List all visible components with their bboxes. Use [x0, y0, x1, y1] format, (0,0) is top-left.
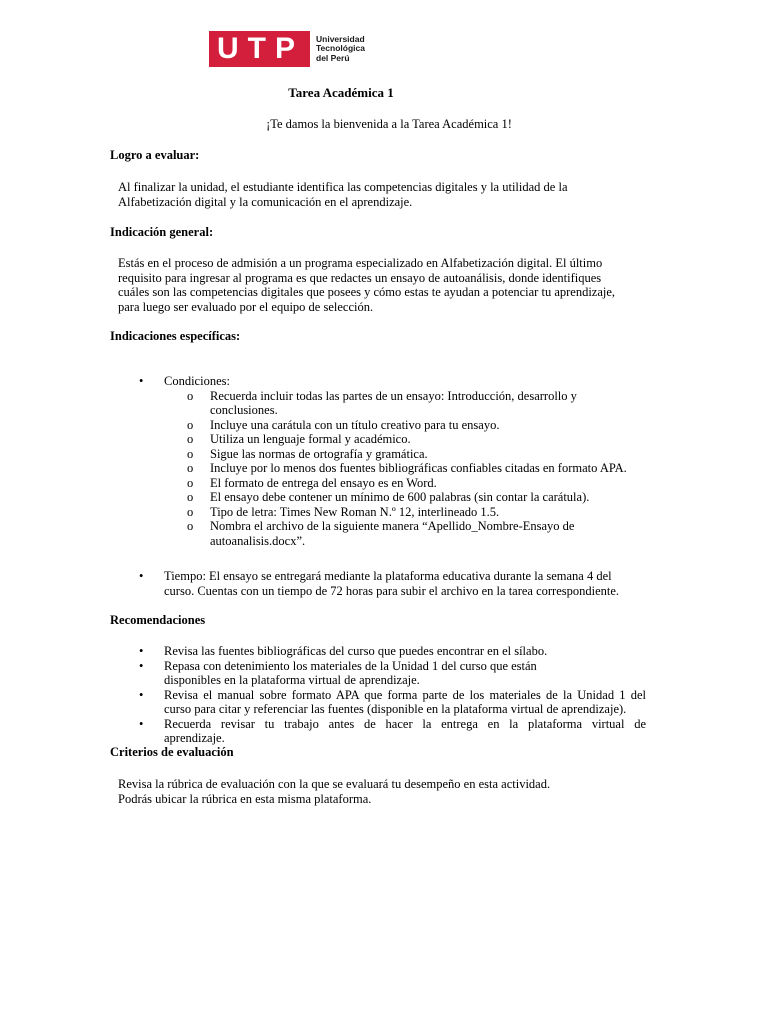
condition-item	[164, 519, 664, 548]
bullet-icon: •	[139, 658, 144, 673]
condition-line: El formato de entrega del ensayo es en Word.	[210, 475, 437, 490]
text-line: Al finalizar la unidad, el estudiante identifica las competencias digitales y la utilidad de la	[118, 180, 568, 194]
condition-line: autoanalisis.docx”.	[210, 533, 306, 548]
logo-text-line: Tecnológica	[316, 43, 365, 54]
condition-line: conclusiones.	[210, 403, 278, 417]
recomendacion-item	[139, 687, 646, 717]
bullet-icon: •	[139, 716, 144, 731]
condition-item	[164, 461, 664, 476]
logro-heading: Logro a evaluar:	[110, 148, 200, 162]
condition-line: Nombra el archivo de la siguiente manera “Apellido_Nombre-Ensayo de	[210, 519, 575, 533]
condition-line: Sigue las normas de ortografía y gramática.	[210, 446, 428, 461]
text-line: Revisa la rúbrica de evaluación con la que se evaluará tu desempeño en esta actividad.	[118, 777, 551, 791]
tiempo-line: curso. Cuentas con un tiempo de 72 horas para subir el archivo en la tarea correspondiente.	[164, 583, 620, 598]
condition-line: Tipo de letra: Times New Roman N.º 12, interlineado 1.5.	[210, 504, 500, 519]
logro-paragraph	[118, 180, 648, 209]
circle-bullet-icon: o	[187, 490, 194, 504]
recomendaciones-heading: Recomendaciones	[110, 613, 206, 627]
text-line: cuáles son las competencias digitales que posees y cómo estas te ayudan a potenciar tu aprendizaje,	[118, 285, 616, 299]
recomendacion-line: disponibles en la plataforma virtual de aprendizaje.	[164, 673, 420, 687]
recomendacion-line: Revisa las fuentes bibliográficas del curso que puedes encontrar en el sílabo.	[164, 644, 548, 658]
recomendacion-item	[139, 658, 646, 688]
recomendaciones-list	[139, 644, 646, 746]
condition-line: Recuerda incluir todas las partes de un ensayo: Introducción, desarrollo y	[210, 388, 577, 403]
recomendacion-line: curso para citar y referenciar las fuentes (disponible en la plataforma virtual de aprendizaje).	[164, 702, 627, 716]
indicacion-general-heading: Indicación general:	[110, 225, 214, 239]
condiciones-list	[164, 389, 664, 549]
utp-logo-letters: UTP	[217, 32, 304, 65]
condition-item	[164, 505, 664, 520]
bullet-icon: •	[139, 644, 144, 658]
indicaciones-list	[139, 374, 664, 548]
condition-item	[164, 447, 664, 462]
circle-bullet-icon: o	[187, 475, 194, 490]
bullet-icon: •	[139, 374, 144, 388]
welcome-message: ¡Te damos la bienvenida a la Tarea Académica 1!	[266, 117, 512, 131]
circle-bullet-icon: o	[187, 461, 194, 475]
condiciones-label: Condiciones:	[164, 374, 230, 388]
circle-bullet-icon: o	[187, 417, 194, 432]
condition-item	[164, 389, 664, 418]
bullet-tiempo	[139, 569, 664, 598]
condition-line: Incluye una carátula con un título creativo para tu ensayo.	[210, 417, 500, 432]
bullet-icon: •	[139, 569, 144, 583]
circle-bullet-icon: o	[187, 388, 194, 403]
text-line: Alfabetización digital y la comunicación en el aprendizaje.	[118, 194, 413, 209]
text-line: requisito para ingresar al programa es que redactes un ensayo de autoanálisis, donde identifiques	[118, 270, 602, 285]
logo-text-line: del Perú	[316, 52, 350, 63]
bullet-icon: •	[139, 687, 144, 702]
criterios-paragraph	[118, 777, 648, 806]
recomendacion-item	[139, 644, 646, 659]
condition-item	[164, 432, 664, 447]
utp-logo-mark	[209, 31, 310, 67]
recomendacion-line: Revisa el manual sobre formato APA que forma parte de los materiales de la Unidad 1 del	[164, 687, 646, 702]
recomendacion-item	[139, 716, 646, 746]
condition-line: El ensayo debe contener un mínimo de 600 palabras (sin contar la carátula).	[210, 490, 590, 504]
condition-line: Utiliza un lenguaje formal y académico.	[210, 432, 411, 446]
recomendacion-line: aprendizaje.	[164, 731, 225, 745]
text-line: para luego ser evaluado por el equipo de selección.	[118, 299, 374, 314]
tiempo-line: Tiempo: El ensayo se entregará mediante la plataforma educativa durante la semana 4 del	[164, 569, 612, 583]
condition-item	[164, 418, 664, 433]
recomendacion-line: Recuerda revisar tu trabajo antes de hacer la entrega en la plataforma virtual de	[164, 716, 646, 731]
bullet-condiciones	[139, 374, 664, 548]
circle-bullet-icon: o	[187, 504, 194, 519]
condition-item	[164, 476, 664, 491]
circle-bullet-icon: o	[187, 446, 194, 461]
condition-item	[164, 490, 664, 505]
indicaciones-especificas-heading: Indicaciones específicas:	[110, 329, 241, 343]
criterios-heading: Criterios de evaluación	[110, 745, 234, 759]
recomendacion-line: Repasa con detenimiento los materiales de la Unidad 1 del curso que están	[164, 658, 537, 673]
text-line: Estás en el proceso de admisión a un programa especializado en Alfabetización digital. El último	[118, 256, 603, 270]
indicacion-general-paragraph	[118, 256, 648, 314]
logo-text-line: Universidad	[316, 33, 365, 44]
circle-bullet-icon: o	[187, 432, 194, 446]
document-title: Tarea Académica 1	[288, 85, 394, 100]
text-line: Podrás ubicar la rúbrica en esta misma plataforma.	[118, 791, 372, 806]
condition-line: Incluye por lo menos dos fuentes bibliográficas confiables citadas en formato APA.	[210, 461, 627, 475]
utp-logo	[209, 31, 365, 67]
circle-bullet-icon: o	[187, 519, 194, 533]
utp-logo-text	[316, 35, 365, 64]
tiempo-list	[139, 569, 664, 598]
